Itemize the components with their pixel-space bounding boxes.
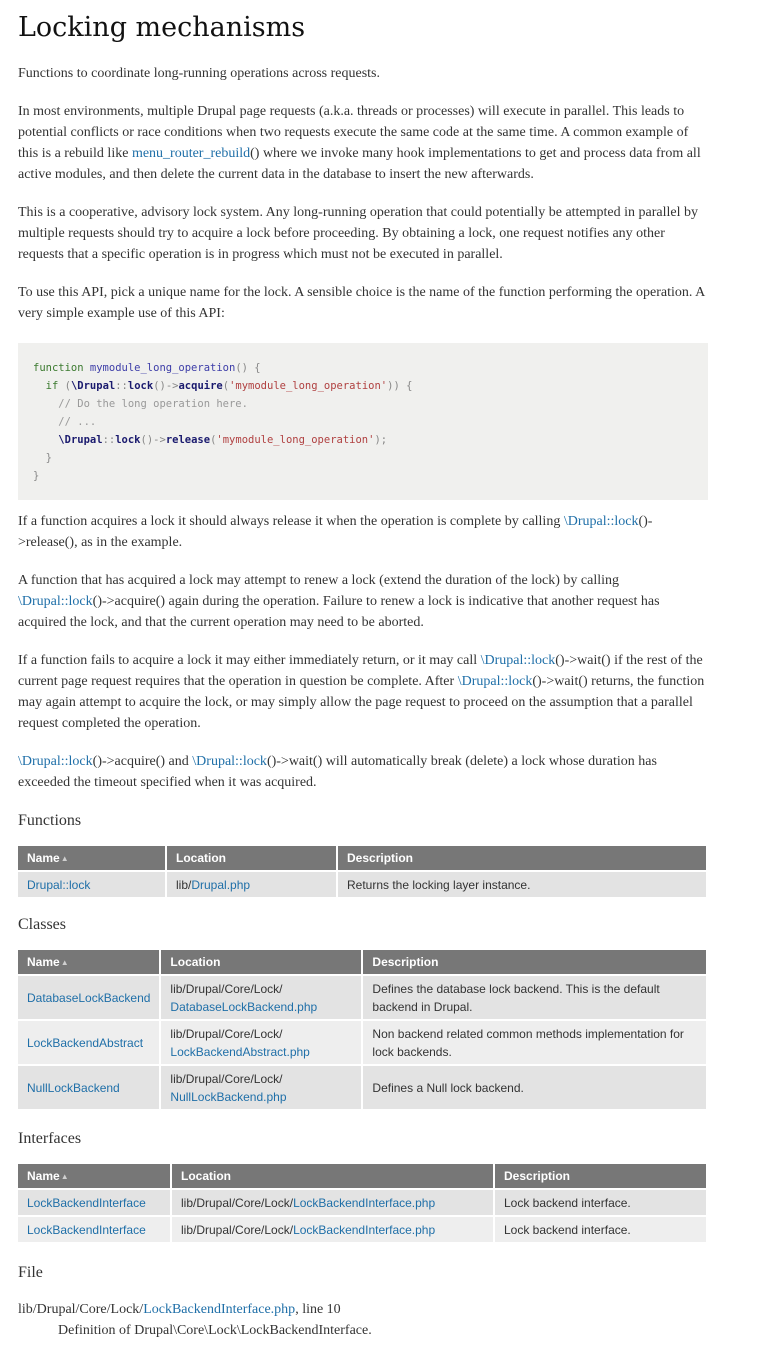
- parallel-paragraph: In most environments, multiple Drupal page requests (a.k.a. threads or processes) will execute in parallel. This leads to potential conflicts or race conditions when two requests execute the same code at the same time. A common example of this is a rebuild like menu_router_rebuild() where we invoke many hook implementations to get and process data from all active modules, and then delete the current data in the database to insert the new afterwards.: [18, 104, 701, 182]
- intro-paragraph: Functions to coordinate long-running operations across requests.: [18, 66, 380, 81]
- drupal-lock-link[interactable]: \Drupal::lock: [192, 754, 267, 769]
- table-row: DatabaseLockBackend lib/Drupal/Core/Lock/ DatabaseLockBackend.php Defines the database lock backend. This is the default backend in Drupal.: [18, 976, 706, 1019]
- description-column-header[interactable]: Description: [495, 1164, 706, 1188]
- sort-asc-icon: ▲: [60, 958, 69, 967]
- table-row: NullLockBackend lib/Drupal/Core/Lock/ NullLockBackend.php Defines a Null lock backend.: [18, 1066, 706, 1109]
- table-row: LockBackendInterface lib/Drupal/Core/Lock/LockBackendInterface.php Lock backend interface.: [18, 1217, 706, 1242]
- file-definition: Definition of Drupal\Core\Lock\LockBackendInterface.: [58, 1323, 372, 1338]
- functions-table: [16, 844, 708, 899]
- location-column-header[interactable]: Location: [172, 1164, 493, 1188]
- location-column-header[interactable]: Location: [161, 950, 361, 974]
- interface-file-link[interactable]: LockBackendInterface.php: [293, 1222, 436, 1237]
- function-file-link[interactable]: Drupal.php: [191, 877, 251, 892]
- file-location: lib/Drupal/Core/Lock/LockBackendInterface.php, line 10: [18, 1302, 341, 1317]
- renew-paragraph: A function that has acquired a lock may attempt to renew a lock (extend the duration of the lock) by calling \Drupal::lock()->acquire() again during the operation. Failure to renew a lock is indicative that another request has acquired the lock, and that the current operation may need to be aborted.: [18, 573, 660, 630]
- class-file-link[interactable]: LockBackendAbstract.php: [170, 1044, 310, 1059]
- classes-table: [16, 948, 708, 1111]
- drupal-lock-link[interactable]: \Drupal::lock: [18, 594, 93, 609]
- sort-asc-icon: ▲: [60, 1172, 69, 1181]
- interfaces-heading: Interfaces: [18, 1130, 82, 1147]
- page-title: Locking mechanisms: [18, 12, 306, 43]
- class-name-link[interactable]: LockBackendAbstract: [27, 1035, 144, 1050]
- interface-name-link[interactable]: LockBackendInterface: [27, 1195, 146, 1210]
- interface-name-link[interactable]: LockBackendInterface: [27, 1222, 146, 1237]
- name-column-header[interactable]: Name▲: [18, 846, 165, 870]
- file-link[interactable]: LockBackendInterface.php: [143, 1302, 296, 1317]
- name-column-header[interactable]: Name▲: [18, 950, 159, 974]
- description-column-header[interactable]: Description: [338, 846, 706, 870]
- code-example: function mymodule_long_operation() { if (\Drupal::lock()->acquire('mymodule_long_operation')) { // Do the long operation here. // ... \Drupal::lock()->release('mymodule_long_operation'); } }: [18, 343, 708, 500]
- drupal-lock-link[interactable]: \Drupal::lock: [563, 514, 639, 529]
- functions-heading: Functions: [18, 812, 82, 829]
- drupal-lock-link[interactable]: \Drupal::lock: [480, 653, 556, 668]
- location-column-header[interactable]: Location: [167, 846, 336, 870]
- classes-heading: Classes: [18, 916, 66, 933]
- usage-paragraph: To use this API, pick a unique name for the lock. A sensible choice is the name of the function performing the operation. A very simple example use of this API:: [18, 285, 705, 321]
- class-name-link[interactable]: DatabaseLockBackend: [27, 990, 151, 1005]
- function-name-link[interactable]: Drupal::lock: [27, 877, 91, 892]
- interface-file-link[interactable]: LockBackendInterface.php: [293, 1195, 436, 1210]
- class-name-link[interactable]: NullLockBackend: [27, 1080, 120, 1095]
- class-file-link[interactable]: NullLockBackend.php: [170, 1089, 287, 1104]
- description-column-header[interactable]: Description: [363, 950, 706, 974]
- name-column-header[interactable]: Name▲: [18, 1164, 170, 1188]
- drupal-lock-link[interactable]: \Drupal::lock: [457, 674, 533, 689]
- interfaces-table: [16, 1162, 708, 1244]
- table-row: Drupal::lock lib/Drupal.php Returns the locking layer instance.: [18, 872, 706, 897]
- table-row: LockBackendAbstract lib/Drupal/Core/Lock/ LockBackendAbstract.php Non backend related common methods implementation for lock backends.: [18, 1021, 706, 1064]
- cooperative-paragraph: This is a cooperative, advisory lock system. Any long-running operation that could potentially be attempted in parallel by multiple requests should try to acquire a lock before proceeding. By obtaining a lock, one request notifies any other requests that a specific operation is in progress which must not be executed in parallel.: [18, 205, 699, 262]
- sort-asc-icon: ▲: [60, 854, 69, 863]
- menu-router-rebuild-link[interactable]: menu_router_rebuild: [131, 146, 251, 161]
- file-heading: File: [18, 1264, 43, 1281]
- class-file-link[interactable]: DatabaseLockBackend.php: [170, 999, 318, 1014]
- wait-paragraph: If a function fails to acquire a lock it may either immediately return, or it may call \Drupal::lock()->wait() if the rest of the current page request requires that the operation in question be complete. After \Drupal::lock()->wait() returns, the function may again attempt to acquire the lock, or may simply allow the page request to proceed on the assumption that a parallel request completed the operation.: [18, 653, 705, 731]
- release-paragraph: If a function acquires a lock it should always release it when the operation is complete by calling \Drupal::lock()->release(), as in the example.: [18, 514, 653, 550]
- drupal-lock-link[interactable]: \Drupal::lock: [18, 754, 93, 769]
- timeout-paragraph: \Drupal::lock()->acquire() and \Drupal::lock()->wait() will automatically break (delete) a lock whose duration has exceeded the timeout specified when it was acquired.: [18, 754, 657, 790]
- table-row: LockBackendInterface lib/Drupal/Core/Lock/LockBackendInterface.php Lock backend interface.: [18, 1190, 706, 1215]
